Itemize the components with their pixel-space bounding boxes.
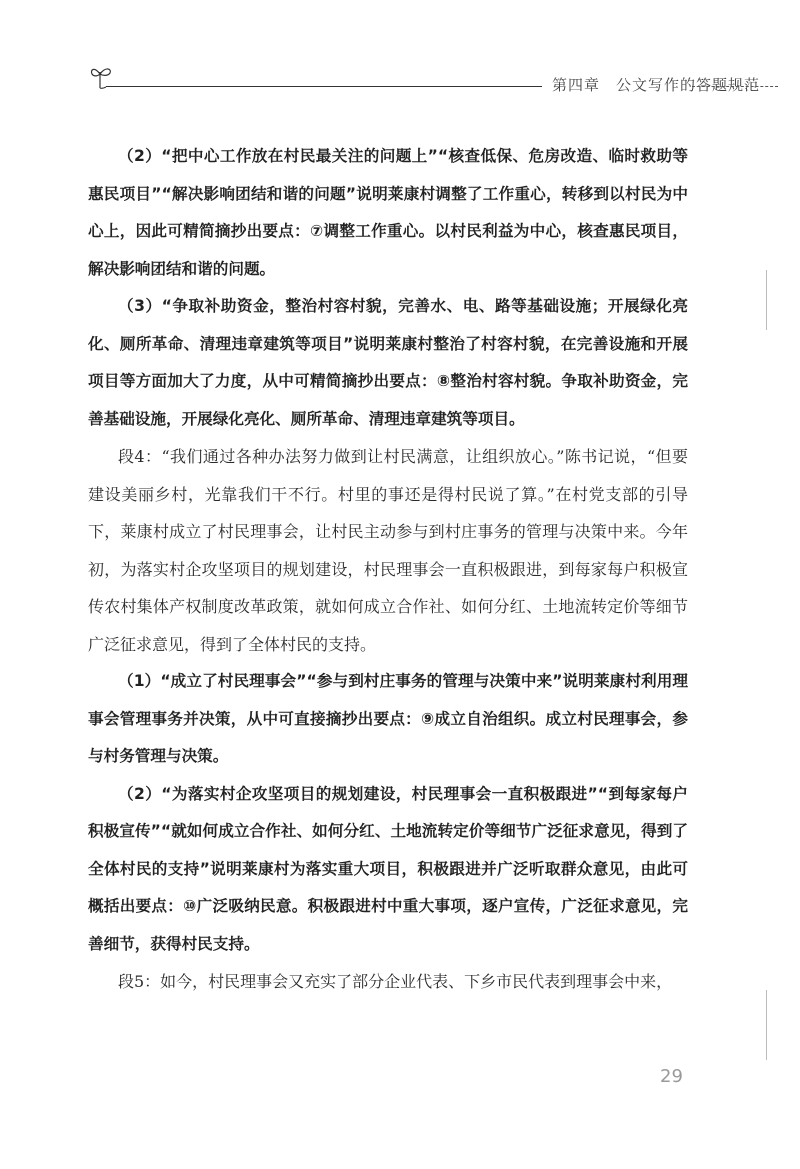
paragraph: （2）“把中心工作放在村民最关注的问题上”“核查低保、危房改造、临时救助等惠民项目”“解决影响团结和谐的问题”说明莱康村调整了工作重心，转移到以村民为中心上，因此可精简摘抄出要点：⑦调整工作重心。以村民利益为中心，核查惠民项目，解决影响团结和谐的问题。	[88, 147, 688, 278]
paragraph: 段5：如今，村民理事会又充实了部分企业代表、下乡市民代表到理事会中来，	[118, 972, 673, 991]
page-number: 29	[660, 1066, 683, 1087]
paragraph: （3）“争取补助资金，整治村容村貌，完善水、电、路等基础设施；开展绿化亮化、厕所革命、清理违章建筑等项目”说明莱康村整治了村容村貌，在完善设施和开展项目等方面加大了力度，从中可精简摘抄出要点：⑧整治村容村貌。争取补助资金，完善基础设施，开展绿化亮化、厕所革命、清理违章建筑等项目。	[88, 297, 688, 428]
paragraph: （2）“为落实村企攻坚项目的规划建设，村民理事会一直积极跟进”“到每家每户积极宣传”“就如何成立合作社、如何分红、土地流转定价等细节广泛征求意见，得到了全体村民的支持”说明莱康村为落实重大项目，积极跟进并广泛听取群众意见，由此可概括出要点：⑩广泛吸纳民意。积极跟进村中重大事项，逐户宣传，广泛征求意见，完善细节，获得村民支持。	[88, 784, 688, 953]
page-body	[88, 138, 688, 1001]
margin-mark	[766, 270, 767, 330]
header-rule-dashed	[692, 86, 778, 87]
paragraph: （1）“成立了村民理事会”“参与到村庄事务的管理与决策中来”说明莱康村利用理事会管理事务并决策，从中可直接摘抄出要点：⑨成立自治组织。成立村民理事会，参与村务管理与决策。	[88, 672, 688, 765]
header-title: 第四章 公文写作的答题规范	[552, 76, 761, 94]
header-rule	[106, 86, 542, 87]
margin-mark	[766, 990, 767, 1060]
sprout-icon	[88, 62, 114, 96]
running-header	[88, 62, 778, 96]
paragraph: 段4：“我们通过各种办法努力做到让村民满意，让组织放心。”陈书记说，“但要建设美丽乡村，光靠我们干不行。村里的事还是得村民说了算。”在村党支部的引导下，莱康村成立了村民理事会，让村民主动参与到村庄事务的管理与决策中来。今年初，为落实村企攻坚项目的规划建设，村民理事会一直积极跟进，到每家每户积极宣传农村集体产权制度改革政策，就如何成立合作社、如何分红、土地流转定价等细节广泛征求意见，得到了全体村民的支持。	[88, 447, 688, 654]
